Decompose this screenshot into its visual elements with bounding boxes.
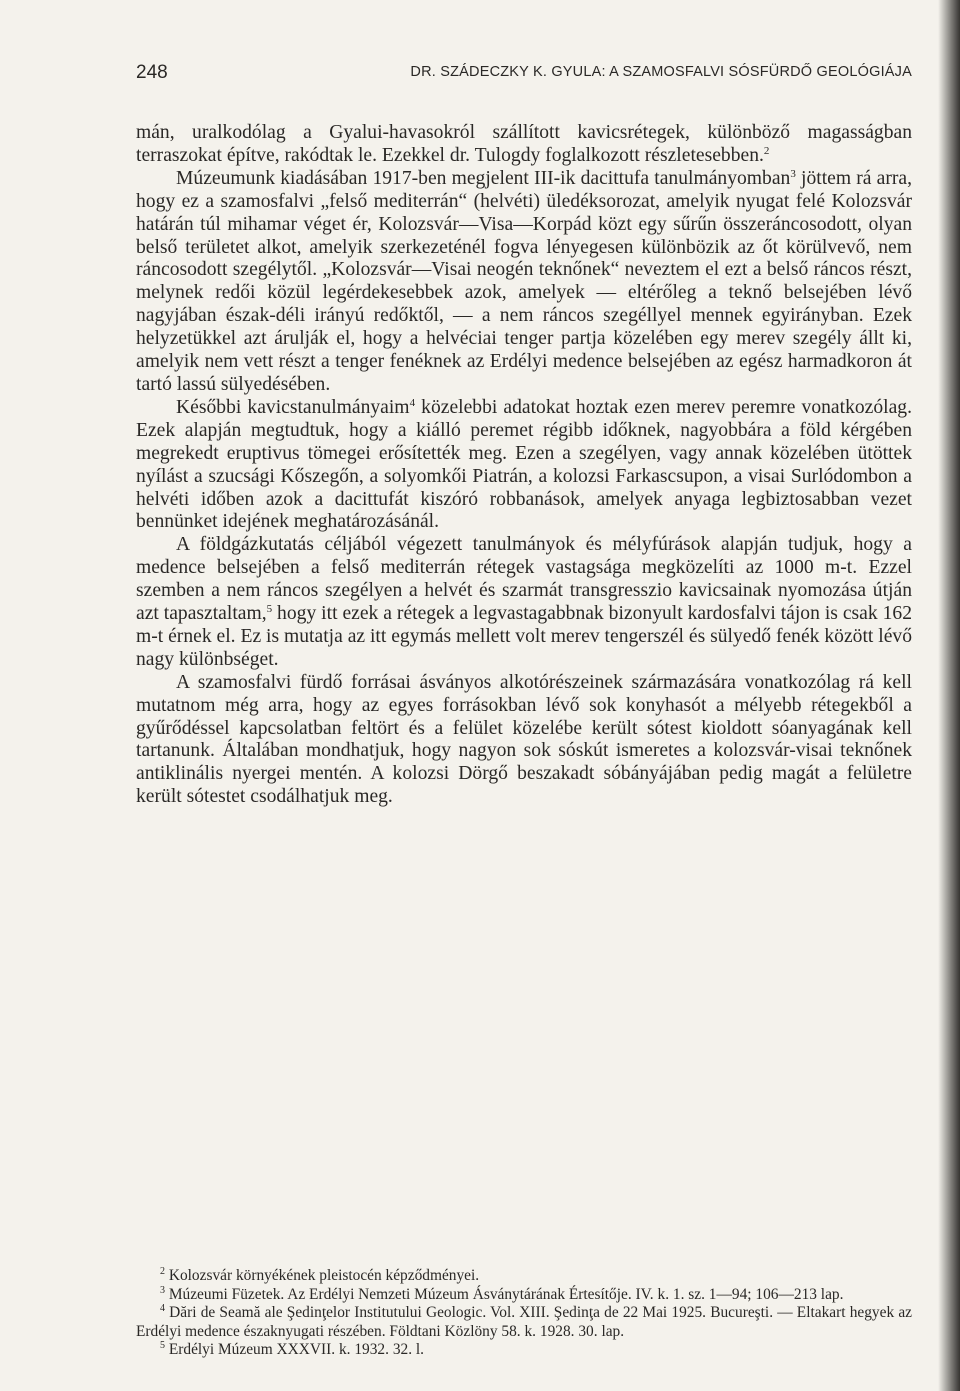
- footnotes: [136, 1267, 912, 1360]
- footnote-text: Dări de Seamă ale Şedinţelor Institutului Geologic. Vol. XIII. Şedinţa de 22 Mai 1925. Bucureşti. — Eltakart hegyek az Erdélyi medence északnyugati részében. Földtani Közlöny 58. k. 1928. 30. lap.: [136, 1304, 912, 1340]
- text-segment: jöttem rá arra, hogy ez a szamosfalvi „felső mediterrán“ (helvéti) üledéksorozat, amelyik nyugat felé Kolozsvár határán túl mihamar véget ér, Kolozsvár—Visa—Korpád közt egy sűrűn összeráncosodott, olyan belső területet alkot, amelyik szerkezeténél fogva lényegesen különbözik az őt körülvevő, nem ráncosodott szegélytől. „Kolozsvár—Visai neogén teknőnek“ neveztem el ezt a belső ráncos részt, melynek redői közül legérdekesebbek azok, amelyek — eltérőleg a teknő belsejében lévő nagyjában észak-déli irányú redőktől, — a nem ráncos szegéllyel mennek egyirányban. Ezek helyzetükkel azt árulják el, hogy a helvéciai tenger partja közelében egy merev szegély állt ki, amelyik nem vett részt a tenger fenéknek az Erdélyi medence belsejében az egész harmadkoron át tartó lassú sülyedésében.: [136, 167, 912, 395]
- paragraph: [136, 672, 912, 809]
- text-segment: A szamosfalvi fürdő forrásai ásványos alkotórészeinek származására vonatkozólag rá kell mutatnom még arra, hogy az egyes forrásokban lévő sok konyhasót a mélyebb rétegekből a gyűrődéssel kapcsolatban feltört és a felület közelébe került sótest kioldott sóanyagának kell tartanunk. Általában mondhatjuk, hogy nagyon sok sóskút ismeretes a kolozsvár-visai teknőnek antiklinális nyergei mentén. A kolozsi Dörgő beszakadt sóbányájában pedig magát a felületre került sótestet csodálhatjuk meg.: [136, 671, 912, 808]
- paragraph: [136, 397, 912, 534]
- footnote-text: Múzeumi Füzetek. Az Erdélyi Nemzeti Múzeum Ásványtárának Értesítője. IV. k. 1. sz. 1—94; 106—213 lap.: [165, 1285, 844, 1303]
- footnote-mark: 5: [160, 1340, 165, 1352]
- text-segment: mán, uralkodólag a Gyalui-havasokról szállított kavicsrétegek, különböző magasságban terraszokat építve, rakódtak le. Ezekkel dr. Tulogdy foglalkozott részletesebben.: [136, 122, 912, 166]
- paragraph: [136, 122, 912, 168]
- footnote: [136, 1304, 912, 1341]
- page-number: 248: [136, 62, 168, 83]
- footnote-mark: 2: [160, 1266, 165, 1277]
- footnote-text: Erdélyi Múzeum XXXVII. k. 1932. 32. l.: [165, 1341, 425, 1359]
- footnote-reference: 5: [266, 603, 273, 616]
- text-segment: közelebbi adatokat hoztak ezen merev peremre vonatkozólag. Ezek alapján megtudtuk, hogy a kiálló peremet régibb időknek, nagyobbára a föld kérgében megrekedt eruptivus tömegei erősítették meg. Ezen a szegélyen, vagy annak közelében ütöttek nyílást a szucsági Kőszegőn, a solyomkői Piatrán, a kolozsi Farkascsupon, a visai Surlódombon a helvéti időben azok a dacittufát kiszóró robbanások, amelyek anyaga legbiztosabban vezet bennünket idejének meghatározásánál.: [136, 396, 912, 533]
- page-header: [136, 62, 912, 92]
- paragraph: [136, 534, 912, 671]
- text-segment: A földgázkutatás céljából végezett tanulmányok és mélyfúrások alapján tudjuk, hogy a medence belsejében a felső mediterrán rétegek vastagsága megközelíti az 1000 m-t. Ezzel szemben a nem ráncos szegélyen a helvét és szarmát transgresszio kavicsainak nyomozása útján azt tapasztaltam,: [136, 534, 912, 625]
- footnote-mark: 3: [160, 1284, 165, 1296]
- paragraph: [136, 168, 912, 397]
- running-head: DR. SZÁDECZKY K. GYULA: A SZAMOSFALVI SÓSFÜRDŐ GEOLÓGIÁJA: [410, 64, 912, 80]
- footnote-mark: 4: [160, 1303, 165, 1315]
- footnote: [136, 1286, 912, 1305]
- footnote-text: Kolozsvár környékének pleistocén képződményei.: [165, 1267, 480, 1284]
- scan-shadow-edge: [938, 0, 960, 1391]
- footnote: [136, 1267, 912, 1286]
- text-segment: Múzeumunk kiadásában 1917-ben megjelent III-ik dacittufa tanulmányomban: [176, 167, 791, 189]
- footnote-reference: 2: [763, 144, 770, 157]
- footnote: [136, 1341, 912, 1360]
- text-segment: Későbbi kavicstanulmányaim: [176, 396, 410, 418]
- body-text: [136, 122, 912, 809]
- text-segment: hogy itt ezek a rétegek a legvastagabbnak bizonyult kardosfalvi tájon is csak 162 m-t érnek el. Ez is mutatja az itt egymás mellett volt merev tengerszél és sülyedő fenék között lévő nagy különbséget.: [136, 603, 912, 670]
- footnote-reference: 4: [409, 396, 416, 409]
- footnote-reference: 3: [790, 167, 796, 180]
